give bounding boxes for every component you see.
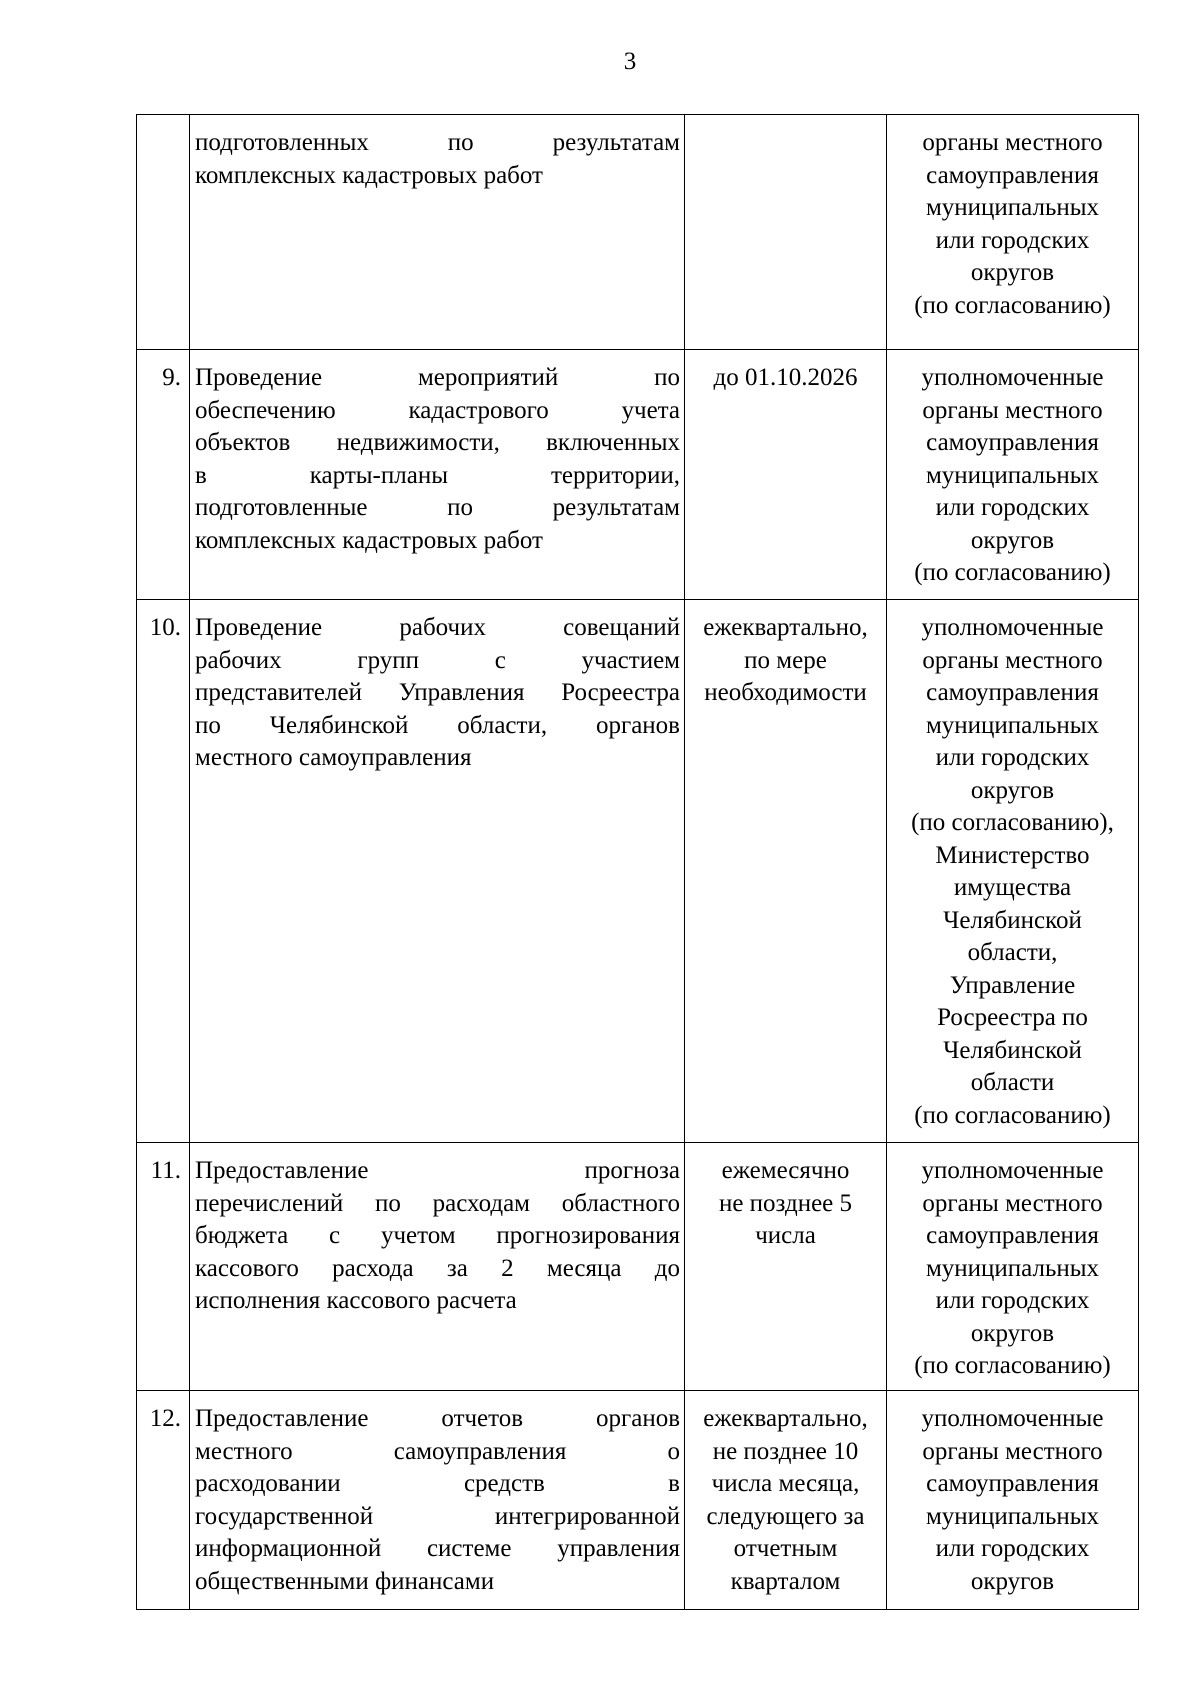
responsible-line: или городских (935, 226, 1090, 254)
responsible-line: области, (967, 939, 1058, 966)
activity-line: Предоставление прогноза (195, 1157, 680, 1184)
activity-cell (190, 350, 685, 600)
page-number: 3 (623, 48, 637, 75)
activity-line: представителей Управления Росреестра (195, 679, 680, 706)
term-line: ежеквартально, (703, 1405, 868, 1432)
activity-cell (190, 1143, 685, 1391)
responsible-line: Росреестра по (937, 1004, 1088, 1031)
term-line: кварталом (730, 1567, 841, 1595)
responsible-line: органы местного (922, 129, 1103, 156)
responsible-cell (887, 1391, 1139, 1610)
activity-line: расходовании средств в (195, 1470, 680, 1497)
activity-line: государственной интегрированной (195, 1502, 680, 1530)
activity-cell (190, 115, 685, 350)
responsible-cell (887, 115, 1139, 350)
table-row (137, 600, 1139, 1143)
activity-line: Предоставление отчетов органов (195, 1405, 680, 1432)
responsible-line: (по согласованию) (914, 559, 1111, 586)
activity-line: местного самоуправления (195, 744, 472, 771)
activity-line: Проведение мероприятий по (195, 364, 680, 391)
table-row (137, 1143, 1139, 1391)
activity-line: подготовленные по результатам (195, 494, 680, 521)
table-row (137, 1391, 1139, 1610)
responsible-line: самоуправления (926, 1470, 1099, 1497)
responsible-line: (по согласованию) (914, 1101, 1111, 1129)
row-number-cell (137, 115, 190, 350)
activity-cell (190, 600, 685, 1143)
term-line: до 01.10.2026 (713, 364, 858, 391)
responsible-line: округов (970, 526, 1055, 554)
responsible-line: органы местного (922, 396, 1103, 424)
term-cell (685, 115, 887, 350)
term-line: необходимости (704, 679, 867, 706)
table-row (137, 115, 1139, 350)
activity-line: рабочих групп с участием (195, 646, 680, 674)
term-line: следующего за (706, 1502, 865, 1530)
responsible-line: органы местного (922, 1189, 1103, 1217)
plan-table-body (137, 115, 1139, 1610)
term-cell (685, 600, 887, 1143)
responsible-line: муниципальных (925, 711, 1100, 739)
responsible-line: Челябинской (943, 1036, 1082, 1064)
responsible-line: Управление (949, 971, 1076, 999)
table-row (137, 350, 1139, 600)
responsible-line: округов (970, 1319, 1055, 1347)
term-line: отчетным (733, 1535, 838, 1562)
responsible-line: самоуправления (926, 1222, 1099, 1249)
responsible-line: округов (970, 259, 1055, 286)
responsible-line: органы местного (922, 646, 1103, 674)
row-number-cell: 11. (137, 1143, 190, 1391)
term-line: ежеквартально, (703, 614, 868, 641)
activity-line: в карты-планы территории, (195, 461, 680, 489)
responsible-line: или городских (935, 1287, 1090, 1314)
term-cell (685, 1143, 887, 1391)
activity-line: кассового расхода за 2 месяца до (195, 1254, 680, 1282)
responsible-line: уполномоченные (921, 614, 1104, 641)
activity-line: подготовленных по результатам (195, 129, 680, 156)
responsible-cell (887, 350, 1139, 600)
responsible-line: муниципальных (925, 461, 1100, 489)
term-line: по мере (744, 646, 827, 674)
activity-line: местного самоуправления о (195, 1437, 680, 1465)
activity-line: исполнения кассового расчета (195, 1287, 517, 1314)
term-cell (685, 1391, 887, 1610)
responsible-line: самоуправления (926, 161, 1099, 189)
activity-line: объектов недвижимости, включенных (195, 429, 680, 456)
responsible-line: самоуправления (926, 429, 1099, 456)
row-number-cell: 10. (137, 600, 190, 1143)
activity-line: информационной системе управления (195, 1535, 680, 1562)
responsible-line: или городских (935, 494, 1090, 521)
responsible-line: уполномоченные (921, 364, 1104, 391)
activity-line: общественными финансами (195, 1567, 495, 1595)
responsible-line: муниципальных (925, 194, 1100, 221)
responsible-line: Министерство (935, 841, 1090, 869)
term-line: не позднее 5 (718, 1189, 853, 1217)
activity-line: по Челябинской области, органов (195, 711, 680, 739)
term-line: числа (755, 1222, 816, 1249)
responsible-line: самоуправления (926, 679, 1099, 706)
activity-line: бюджета с учетом прогнозирования (195, 1222, 680, 1249)
responsible-line: (по согласованию) (914, 1352, 1111, 1379)
row-number-cell: 12. (137, 1391, 190, 1610)
activity-line: Проведение рабочих совещаний (195, 614, 680, 641)
activity-line: перечислений по расходам областного (195, 1189, 680, 1217)
responsible-line: округов (970, 1567, 1055, 1595)
term-line: числа месяца, (711, 1470, 860, 1497)
responsible-line: (по согласованию), (911, 809, 1114, 836)
responsible-cell (887, 1143, 1139, 1391)
responsible-line: органы местного (922, 1437, 1103, 1465)
term-line: не позднее 10 (712, 1437, 859, 1465)
responsible-line: имущества (953, 874, 1072, 901)
responsible-line: или городских (935, 744, 1090, 771)
responsible-cell (887, 600, 1139, 1143)
term-cell (685, 350, 887, 600)
responsible-line: муниципальных (925, 1254, 1100, 1282)
responsible-line: округов (970, 776, 1055, 804)
activity-line: комплексных кадастровых работ (195, 161, 543, 189)
responsible-line: или городских (935, 1535, 1090, 1562)
responsible-line: (по согласованию) (914, 291, 1111, 319)
activity-cell (190, 1391, 685, 1610)
term-line: ежемесячно (721, 1157, 850, 1184)
responsible-line: области (970, 1069, 1055, 1096)
responsible-line: уполномоченные (921, 1405, 1104, 1432)
plan-table (136, 114, 1139, 1610)
activity-line: комплексных кадастровых работ (195, 526, 543, 554)
responsible-line: Челябинской (943, 906, 1082, 934)
activity-line: обеспечению кадастрового учета (195, 396, 680, 424)
responsible-line: уполномоченные (921, 1157, 1104, 1184)
responsible-line: муниципальных (925, 1502, 1100, 1530)
row-number-cell: 9. (137, 350, 190, 600)
